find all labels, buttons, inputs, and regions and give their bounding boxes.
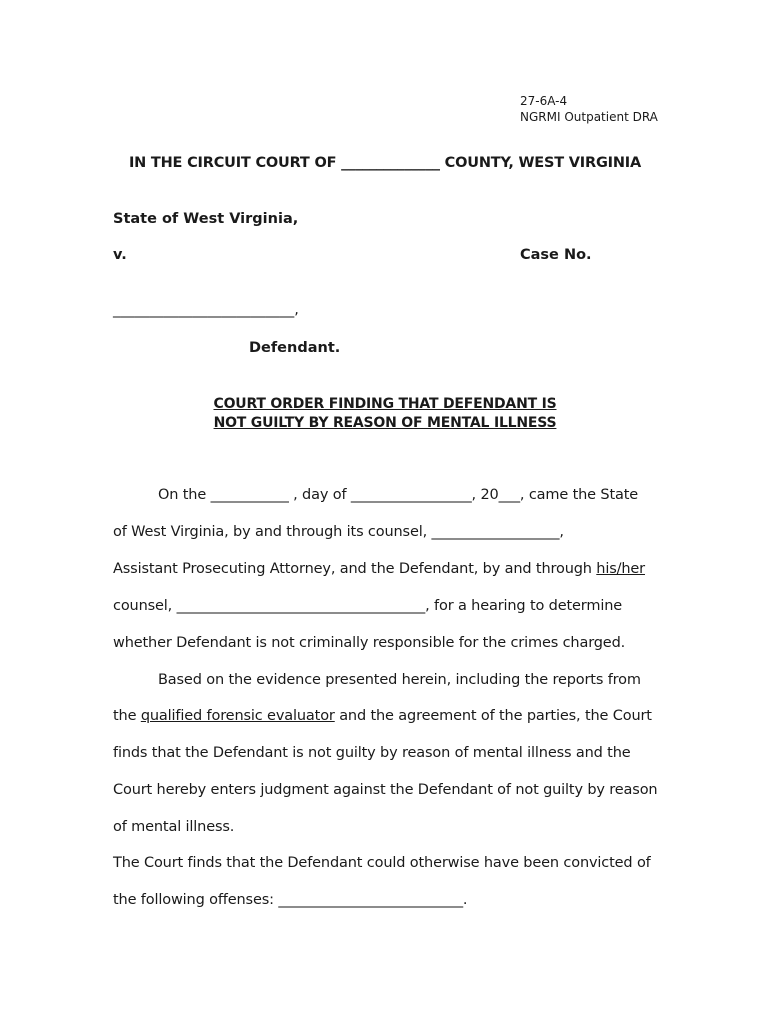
defendant-name-blank: _________________________, <box>113 302 299 318</box>
defendant-label: Defendant. <box>249 340 341 356</box>
order-title <box>0 395 770 433</box>
form-number: 27-6A-4 <box>520 94 568 108</box>
his-her-underlined: his/her <box>596 561 645 577</box>
form-name: NGRMI Outpatient DRA <box>520 110 658 124</box>
paragraph-2-line-4: Court hereby enters judgment against the Defendant of not guilty by reason <box>113 782 658 798</box>
qualified-forensic-evaluator-underlined: qualified forensic evaluator <box>140 708 335 724</box>
paragraph-2-line-2 <box>113 708 652 724</box>
order-title-line-2: NOT GUILTY BY REASON OF MENTAL ILLNESS <box>213 415 557 431</box>
paragraph-2-line-3: finds that the Defendant is not guilty by reason of mental illness and the <box>113 745 631 761</box>
plaintiff-name: State of West Virginia, <box>113 211 299 227</box>
paragraph-1-line-5: whether Defendant is not criminally responsible for the crimes charged. <box>113 635 626 651</box>
versus-label: v. <box>113 247 127 263</box>
paragraph-2-line-5: of mental illness. <box>113 819 235 835</box>
form-code <box>520 93 658 125</box>
paragraph-3-line-1: The Court finds that the Defendant could otherwise have been convicted of <box>113 855 651 871</box>
paragraph-2-line-2-end: and the agreement of the parties, the Court <box>334 708 652 724</box>
paragraph-3-line-2: the following offenses: __________________________. <box>113 892 468 908</box>
paragraph-1-line-2: of West Virginia, by and through its counsel, __________________, <box>113 524 564 540</box>
paragraph-2-line-1: Based on the evidence presented herein, including the reports from <box>158 672 641 688</box>
order-title-line-1: COURT ORDER FINDING THAT DEFENDANT IS <box>213 396 557 412</box>
paragraph-1-line-3-text: Assistant Prosecuting Attorney, and the Defendant, by and through <box>113 561 597 577</box>
paragraph-2-line-2-start: the <box>113 708 141 724</box>
paragraph-1-line-4: counsel, ___________________________________, for a hearing to determine <box>113 598 623 614</box>
paragraph-1-line-1: On the ___________ , day of _________________, 20___, came the State <box>158 487 639 503</box>
case-number-label: Case No. <box>520 247 592 263</box>
paragraph-1-line-3 <box>113 561 645 577</box>
court-heading: IN THE CIRCUIT COURT OF ______________ COUNTY, WEST VIRGINIA <box>128 155 642 171</box>
